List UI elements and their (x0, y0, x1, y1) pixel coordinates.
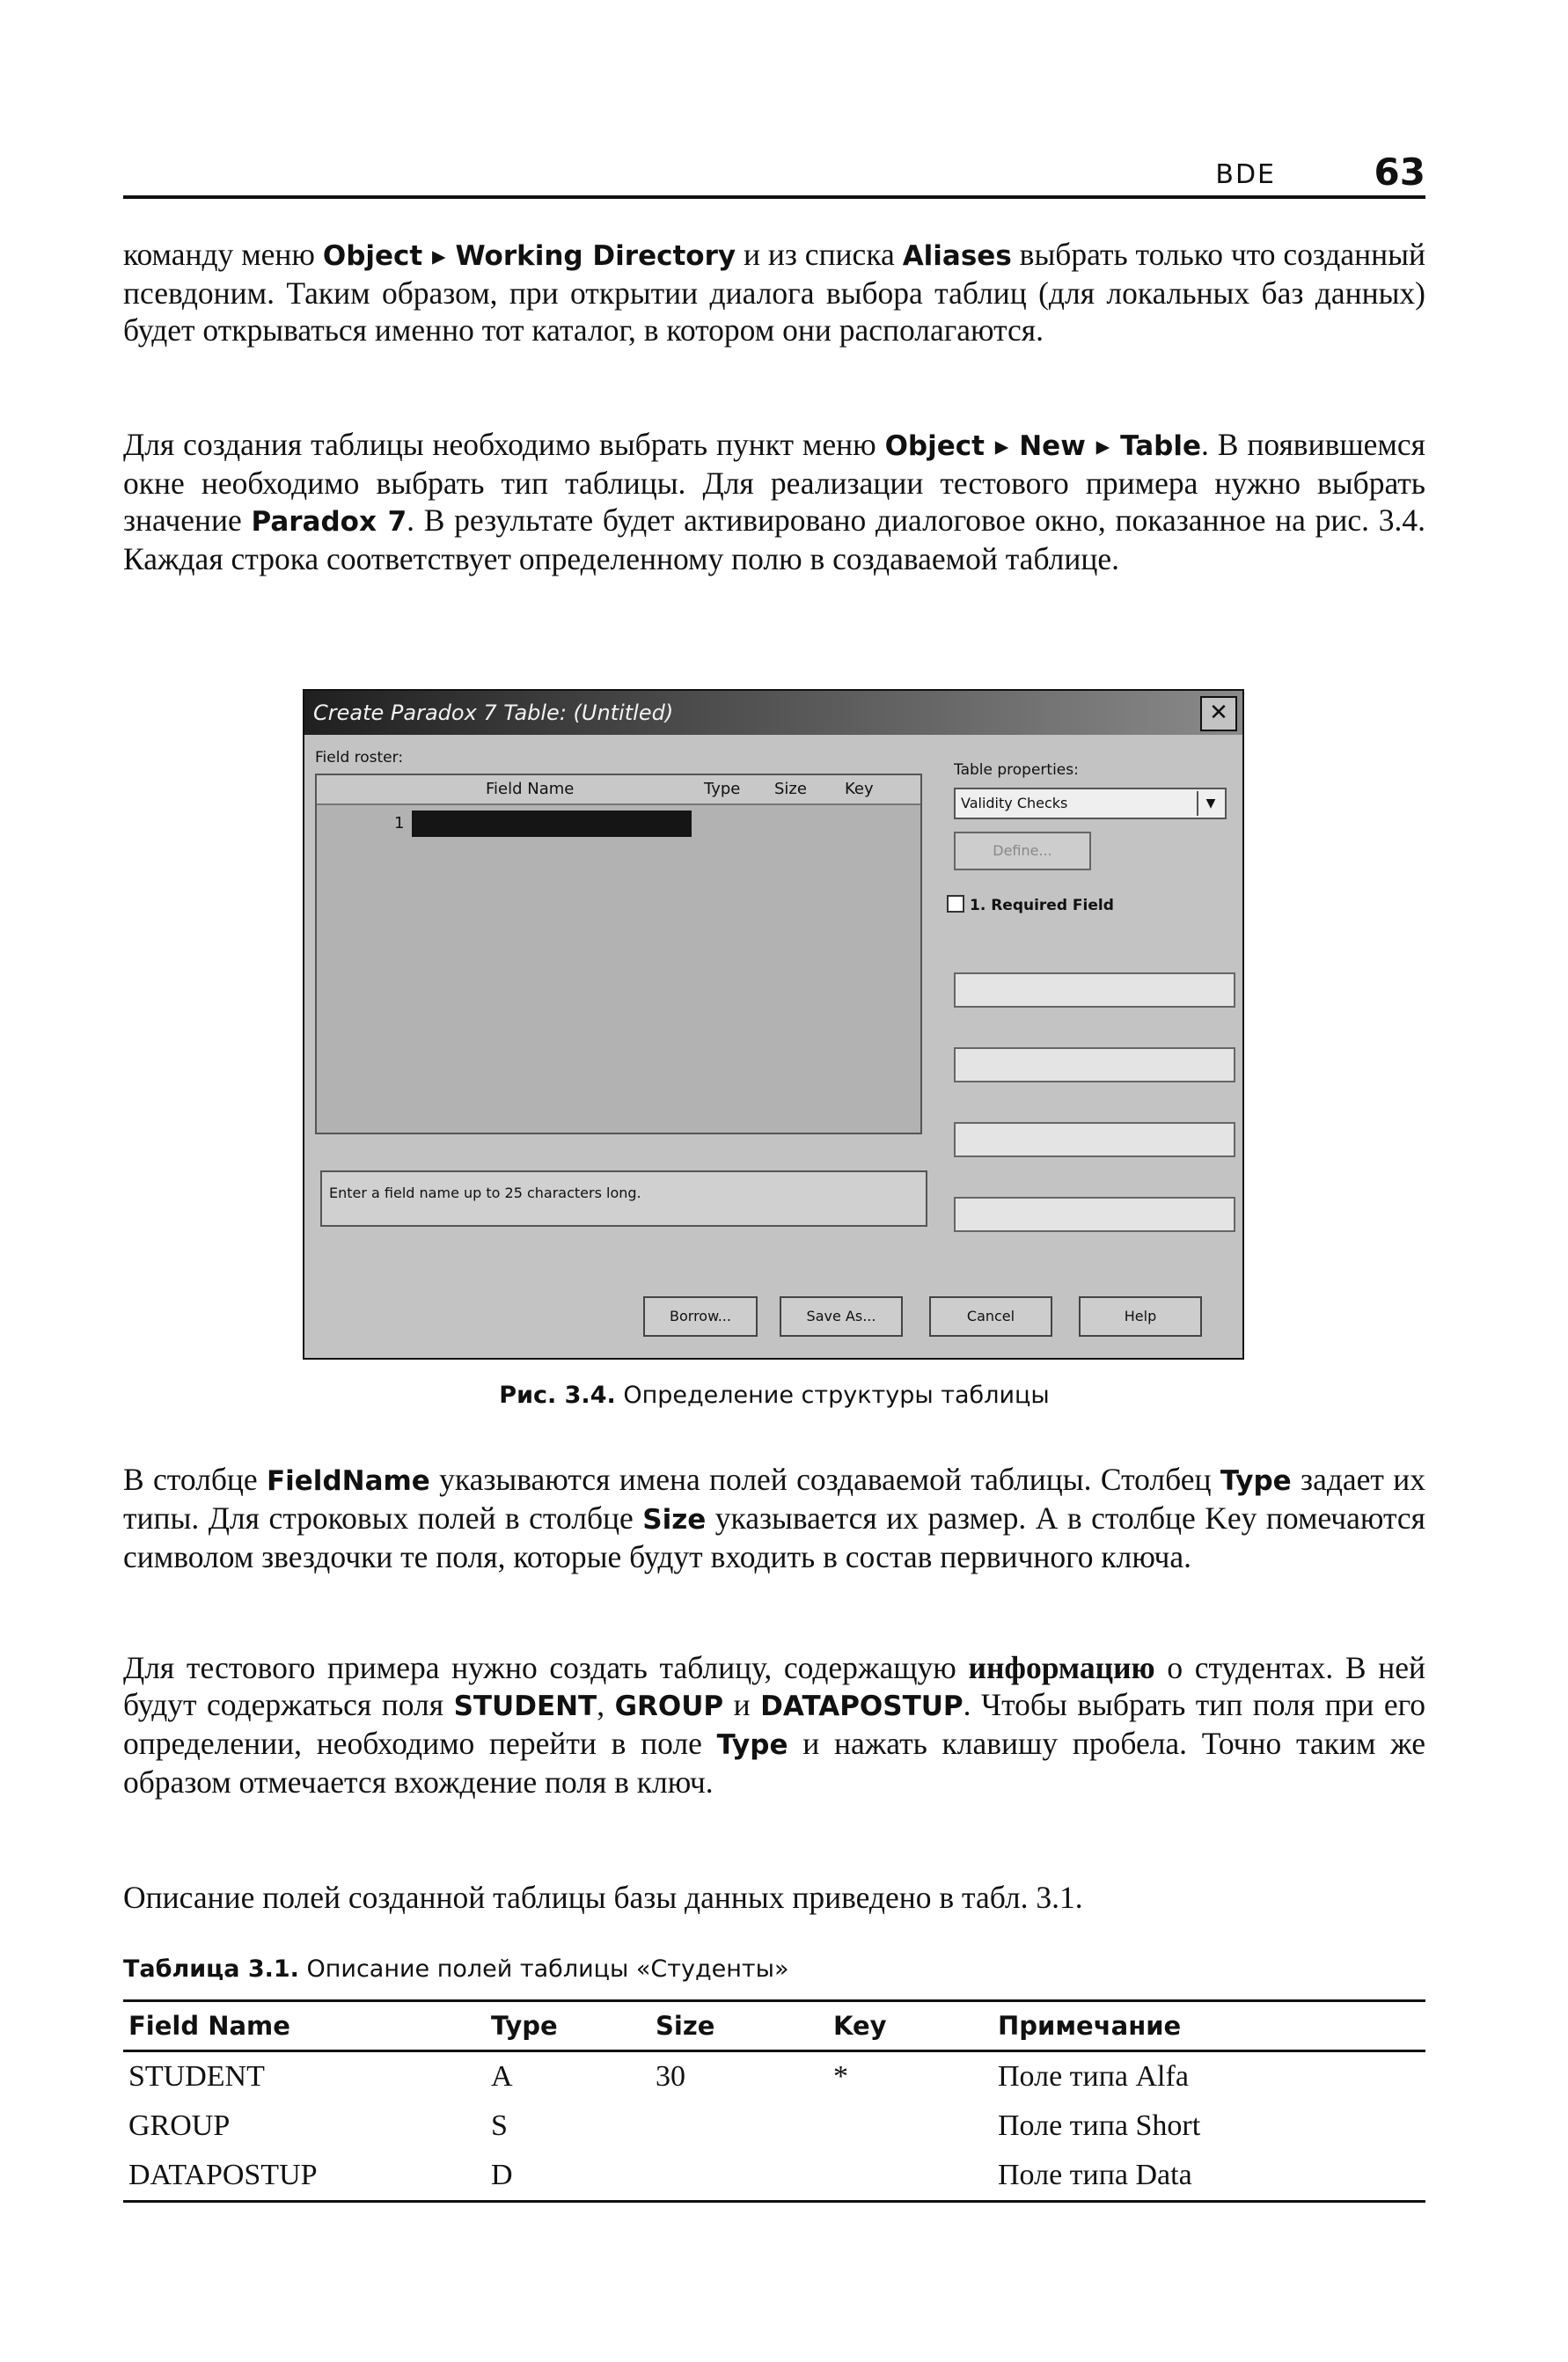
cell-note: Поле типа Alfa (998, 2060, 1189, 2093)
close-icon[interactable]: ✕ (1200, 696, 1237, 731)
text-run: о студентах. В ней будут содержаться поля (123, 1650, 1425, 1722)
caption-text: Определение структуры таблицы (615, 1382, 1050, 1409)
table-row (123, 2051, 1425, 2102)
table-header-row (123, 2001, 1425, 2051)
required-field-option[interactable] (947, 895, 1114, 914)
help-button[interactable]: Help (1079, 1296, 1202, 1337)
menu-term: Object (884, 430, 985, 462)
hint-text: Enter a field name up to 25 characters long. (329, 1185, 641, 1201)
text-run: указываются имена полей создаваемой таблицы. Столбец (429, 1462, 1220, 1497)
text-run: Для тестового примера нужно создать таблицу, содержащую (123, 1650, 969, 1685)
cell-size (650, 2102, 828, 2151)
column-key: Key (845, 780, 874, 798)
picture-input[interactable] (954, 1197, 1235, 1232)
default-value-input[interactable] (954, 1122, 1235, 1157)
menu-term: New (1019, 430, 1086, 462)
dialog-screenshot (303, 689, 1244, 1360)
table-properties-select[interactable] (954, 788, 1227, 819)
table-row (123, 2151, 1425, 2202)
paragraph-5 (123, 1879, 1425, 1916)
cell-note: Поле типа Data (993, 2151, 1425, 2202)
column-type: Type (704, 780, 741, 798)
cell-size (650, 2151, 828, 2202)
borrow-button[interactable]: Borrow... (643, 1296, 758, 1337)
header-field-name: Field Name (123, 2001, 486, 2051)
text-run: команду меню (123, 237, 323, 272)
cell-type: S (491, 2109, 508, 2142)
text-run: . Чтобы выбрать тип поля при его определении, необходимо перейти в поле (123, 1687, 1426, 1761)
table-properties-value: Validity Checks (961, 795, 1068, 811)
cell-size: 30 (656, 2060, 685, 2093)
term: GROUP (614, 1691, 724, 1722)
chevron-down-icon[interactable]: ▼ (1197, 791, 1223, 816)
table-number: Таблица 3.1. (123, 1955, 299, 1983)
menu-separator: ▸ (422, 240, 456, 272)
text-run: Описание полей созданной таблицы базы данных приведено в табл. 3.1. (123, 1880, 1083, 1915)
cell-key (828, 2151, 993, 2202)
cell-field-name: DATAPOSTUP (123, 2151, 486, 2202)
emphasis: информацию (968, 1650, 1155, 1685)
cell-key (828, 2102, 993, 2151)
selected-field-name-cell[interactable] (412, 811, 692, 837)
text-run: задает их типы. Для строковых полей в столбце (123, 1462, 1425, 1536)
column-field-name: Field Name (486, 780, 575, 798)
dialog-titlebar (304, 691, 1242, 735)
text-run: В столбце (123, 1462, 267, 1497)
text-run: , (597, 1687, 615, 1722)
figure-caption (123, 1382, 1425, 1409)
text-run: Для создания таблицы необходимо выбрать пункт меню (123, 427, 885, 462)
cell-note: Поле типа Short (998, 2109, 1201, 2142)
cell-type: D (486, 2151, 650, 2202)
cell-field-name: GROUP (128, 2109, 231, 2142)
text-run: . В появившемся окне необходимо выбрать тип таблицы. Для реализации тестового примера нужно выбрать значение (123, 427, 1425, 538)
cell-type: A (491, 2060, 513, 2093)
table-properties-label: Table properties: (954, 761, 1079, 779)
cell-field-name: STUDENT (128, 2060, 265, 2093)
menu-separator: ▸ (1085, 430, 1121, 462)
field-roster-grid[interactable] (315, 774, 922, 1134)
table-title (123, 1955, 788, 1983)
caption-number: Рис. 3.4. (499, 1382, 616, 1409)
paragraph-3 (123, 1461, 1425, 1575)
menu-separator: ▸ (984, 430, 1020, 462)
term: Type (716, 1729, 788, 1761)
term: STUDENT (453, 1691, 597, 1722)
paragraph-2 (123, 426, 1425, 577)
table-row (123, 2102, 1425, 2151)
text-run: и нажать клавишу пробела. Точно таким же образом отмечается вхождение поля в ключ. (123, 1726, 1425, 1800)
dialog-title: Create Paradox 7 Table: (Untitled) (313, 701, 674, 725)
maximum-value-input[interactable] (954, 1047, 1235, 1082)
header-key: Key (828, 2001, 993, 2051)
menu-term: Aliases (902, 240, 1012, 272)
term: FieldName (266, 1465, 430, 1497)
cell-key: * (833, 2060, 848, 2093)
hint-box (320, 1170, 927, 1227)
term: Type (1220, 1465, 1292, 1497)
table-title-text: Описание полей таблицы «Студенты» (298, 1955, 789, 1983)
header-type: Type (486, 2001, 650, 2051)
save-as-button[interactable]: Save As... (780, 1296, 903, 1337)
running-header (123, 141, 1425, 199)
column-size: Size (774, 780, 807, 798)
header-note: Примечание (993, 2001, 1425, 2051)
text-run: и из списка (736, 237, 903, 272)
required-field-checkbox[interactable] (947, 895, 964, 913)
text-run: . В результате будет активировано диалоговое окно, показанное на рис. 3.4. Каждая строка соответствует определенному полю в создаваемой таблице. (123, 502, 1425, 576)
field-roster-label: Field roster: (315, 749, 404, 767)
define-button[interactable]: Define... (954, 832, 1091, 870)
fields-table (123, 1999, 1425, 2203)
text-run: указывается их размер. А в столбце Key помечаются символом звездочки те поля, которые будут входить в состав первичного ключа. (123, 1500, 1425, 1574)
header-size: Size (650, 2001, 828, 2051)
minimum-value-input[interactable] (954, 972, 1235, 1008)
page-number: 63 (1374, 150, 1425, 194)
paragraph-1 (123, 236, 1425, 348)
paragraph-4 (123, 1649, 1425, 1801)
menu-term: Paradox 7 (251, 506, 407, 538)
cancel-button[interactable]: Cancel (929, 1296, 1052, 1337)
menu-term: Working Directory (455, 240, 736, 272)
term: Size (642, 1504, 707, 1536)
row-number: 1 (394, 814, 405, 833)
menu-term: Object (322, 240, 423, 272)
term: DATAPOSTUP (760, 1691, 964, 1722)
section-title: BDE (1215, 159, 1276, 190)
text-run: выбрать только что созданный псевдоним. Таким образом, при открытии диалога выбора таблиц (для локальных баз данных) будет открываться именно тот каталог, в котором они располагаются. (123, 237, 1425, 348)
text-run: и (723, 1687, 761, 1722)
menu-term: Table (1120, 430, 1201, 462)
required-field-label: 1. Required Field (970, 897, 1114, 914)
roster-header (317, 775, 920, 805)
